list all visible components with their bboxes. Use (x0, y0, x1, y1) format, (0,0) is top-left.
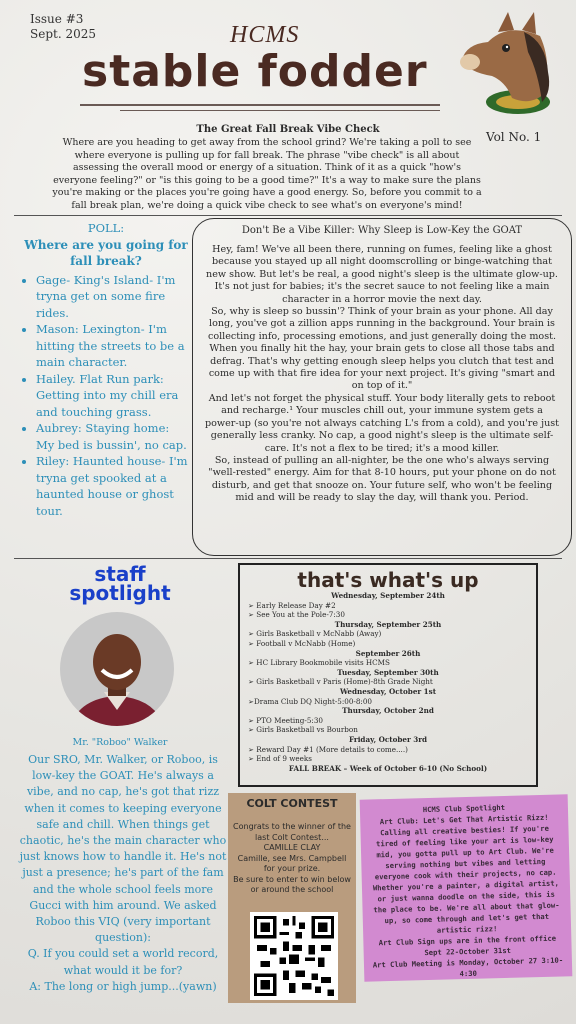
staff-caption: Mr. "Roboo" Walker (72, 737, 168, 748)
volume-number: Vol No. 1 (486, 130, 542, 144)
newspaper-title: stable fodder (82, 46, 428, 97)
poll-item: • Mason: Lexington- I'm hitting the streets to be a main character. (36, 321, 190, 371)
vibe-check-heading: The Great Fall Break Vibe Check (196, 124, 380, 135)
poll-item: • Hailey. Flat Run park: Getting into my chill era and touching grass. (36, 371, 190, 421)
staff-heading-line2: spotlight (69, 581, 171, 605)
sleep-paragraph: And let's not forget the physical stuff. Your body literally gets to reboot and recharge.¹ Your muscles chill out, your immune system gets a power-up (so you're not always catching L's from a cold), and you're just generally less cranky. No cap, a good night's sleep is the ultimate self-care. It's not a flex to be tired; it's a mood killer. (204, 392, 560, 454)
poll-question: Where are you going for fall break? (24, 237, 188, 268)
vibe-check-body: Where are you heading to get away from the school grind? We're taking a poll to see where everyone is pulling up for fall break. The phrase "vibe check" is all about assessing the overall mood or energy of a situation. Think of it as a quick "how's everyone feeling?" or "is this going to be a good time?" It's a way to make sure the plans you're making or the places you're going have a good energy. So, before you commit to a fall break plan, we're doing a quick vibe check to see what's on everyone's mind! (52, 137, 482, 211)
event-date: Tuesday, September 30th (337, 667, 439, 677)
sleep-article (192, 218, 572, 556)
colt-contest-heading: COLT CONTEST (246, 797, 338, 810)
qr-code-icon[interactable] (250, 912, 338, 1000)
staff-answer: A: The long or high jump...(yawn) (29, 979, 217, 993)
staff-heading-line1: staff (94, 562, 146, 586)
issue-number: Issue #3 (30, 12, 84, 26)
event-item: ➢ See You at the Pole-7:30 (248, 610, 345, 620)
staff-portrait (60, 612, 174, 726)
sleep-paragraph: So, instead of pulling an all-nighter, be the one who's always serving "well-rested" energy. Aim for that 8-10 hours, put your phone on do not disturb, and get that snooze on. Your future self, who won't be feeling mid and will be ready to slay the day, will thank you. Period. (208, 454, 556, 504)
event-item: ➢ HC Library Bookmobile visits HCMS (248, 658, 390, 668)
events-calendar (238, 563, 538, 787)
colt-contest-line1: Congrats to the winner of the last Colt Contest... (233, 822, 351, 842)
colt-contest-line3: Be sure to enter to win below or around the school (233, 874, 351, 894)
sleep-paragraph: Hey, fam! We've all been there, running on fumes, feeling like a ghost because you stayed up all night doomscrolling or binge-watching that new show. But let's be real, a good night's sleep is the ultimate glow-up. It's not just for babies; it's the secret sauce to not feeling like a main character in a horror movie the next day. (206, 244, 558, 305)
event-item: ➢ Girls Basketball v Paris (Home)-8th Grade Night (248, 677, 433, 687)
event-date: Thursday, October 2nd (342, 706, 434, 716)
colt-contest-line2: Camille, see Mrs. Campbell for your prize. (237, 853, 347, 873)
issue-info (30, 12, 96, 42)
event-date: Friday, October 3rd (348, 734, 428, 744)
club-meeting: Art Club Meeting is Monday, October 27 3:10-4:30 (372, 955, 564, 979)
horse-mascot-icon (448, 2, 568, 120)
poll-heading: POLL: (87, 221, 125, 235)
issue-date: Sept. 2025 (30, 27, 96, 41)
staff-body (18, 752, 228, 995)
sleep-paragraph: So, why is sleep so bussin'? Think of your brain as your phone. All day long, you've got a zillion apps running in the background. Your brain is collecting info, processing emotions, and just generally doing the most. When you finally hit the hay, your brain gets to close all those tabs and defrag. That's why getting enough sleep helps you clutch that test and come up with that fire idea for your next project. It's giving "smart and on top of it." (207, 306, 557, 392)
event-item: ➢ Girls Basketball vs Bourbon (248, 725, 358, 735)
club-body: Calling all creative besties! If you're tired of feeling like your art is low-key mid, you gotta pull up to Art Club. We're serving nothing but vibes and letting everyone cook with their projects, no cap. Whether you're a painter, a digital artist, or just wanna doodle on the side, this is the place to be. We're all about that glow-up, so come through and let's get that artistic rizz! (372, 823, 560, 935)
events-list (248, 591, 528, 773)
events-title: that's what's up (297, 568, 479, 592)
staff-spotlight-heading (60, 562, 180, 605)
poll-item: • Riley: Haunted house- I'm tryna get spooked at a haunted house or ghost tour. (36, 453, 190, 519)
event-item: ➢ PTO Meeting-5:30 (248, 715, 323, 725)
event-date: FALL BREAK – Week of October 6-10 (No School) (288, 763, 488, 773)
club-heading: HCMS Club Spotlight (422, 802, 506, 815)
event-item: ➢ Early Release Day #2 (248, 600, 336, 610)
club-subheading: Art Club: Let's Get That Artistic Rizz! (379, 812, 549, 827)
section-divider (14, 215, 562, 216)
poll-item: • Aubrey: Staying home: My bed is bussin', no cap. (36, 420, 190, 453)
school-name: HCMS (230, 22, 300, 48)
staff-question: Q. If you could set a world record, what would it be for? (27, 947, 219, 977)
event-item: ➢Drama Club DQ Night-5:00-8:00 (248, 696, 372, 706)
sleep-article-heading: Don't Be a Vibe Killer: Why Sleep is Low-Key the GOAT (241, 225, 523, 236)
event-item: ➢ Reward Day #1 (More details to come....) (248, 744, 408, 754)
event-item: ➢ Girls Basketball v McNabb (Away) (248, 629, 382, 639)
event-date: Wednesday, September 24th (331, 591, 445, 600)
poll-list (36, 272, 190, 520)
poll-item: • Gage- King's Island- I'm tryna get on some fire rides. (36, 272, 190, 322)
title-rule-thin (120, 110, 440, 111)
club-signups: Art Club Sign ups are in the front office Sept 22-October 31st (378, 933, 557, 958)
event-date: Wednesday, October 1st (339, 686, 437, 696)
event-item: ➢ Football v McNabb (Home) (248, 638, 356, 648)
event-date: Thursday, September 25th (334, 619, 442, 629)
event-date: September 26th (355, 648, 421, 658)
poll-section (22, 220, 190, 519)
club-spotlight (360, 794, 573, 981)
event-item: ➢ End of 9 weeks (248, 754, 312, 764)
colt-contest-winner: CAMILLE CLAY (263, 843, 321, 852)
section-divider (14, 558, 562, 559)
title-rule (80, 104, 440, 106)
staff-description: Our SRO, Mr. Walker, or Roboo, is low-key the GOAT. He's always a vibe, and no cap, he's got that rizz when it comes to keeping everyone safe and chill. When things get chaotic, he's the main character who just knows how to handle it. He's not just a presence; he's part of the fam and the whole school feels more Gucci with him around. We asked Roboo this VIQ (very important question): (19, 753, 227, 945)
